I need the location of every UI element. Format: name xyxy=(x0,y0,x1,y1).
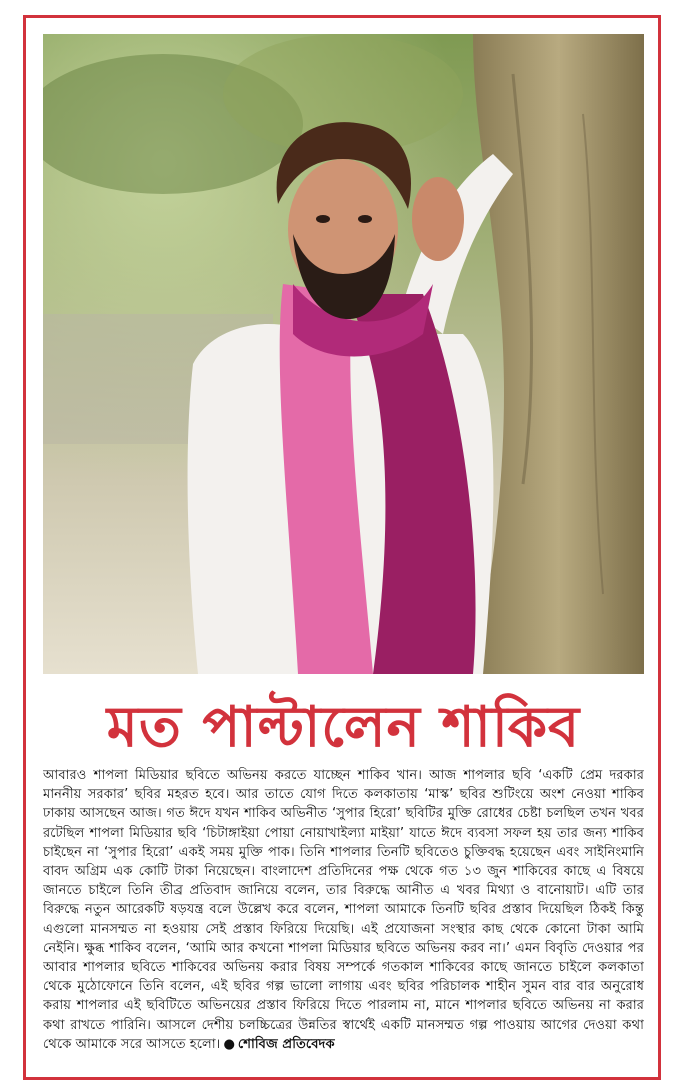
byline: শোবিজ প্রতিবেদক xyxy=(237,1036,335,1052)
headline: মত পাল্টালেন শাকিব xyxy=(106,695,581,760)
article-photo xyxy=(43,34,644,674)
bullet-icon: ● xyxy=(223,1036,235,1052)
article-body-text: আবারও শাপলা মিডিয়ার ছবিতে অভিনয় করতে যাচ্ছেন শাকিব খান। আজ শাপলার ছবি ‘একটি প্রেম দরকার মাননীয় সরকার’ ছবির মহরত হবে। আর তাতে যোগ দিতে কলকাতায় ‘মাস্ক’ ছবির শুটিংয়ে অংশ নেওয়া শাকিব ঢাকায় আসছেন আজ। গত ঈদে যখন শাকিব অভিনীত ‘সুপার হিরো’ ছবিটির মুক্তি রোধের চেষ্টা চলছিল তখন খবর রটেছিল শাপলা মিডিয়ার ছবি ‘চিটাঙ্গাইয়া পোয়া নোয়াখাইল্যা মাইয়া’ যাতে ঈদে ব্যবসা সফল হয় তার জন্য শাকিব চাইছেন না ‘সুপার হিরো’ একই সময় মুক্তি পাক। তিনি শাপলার তিনটি ছবিতেও চুক্তিবদ্ধ হয়েছেন এবং সাইনিংমানি বাবদ অগ্রিম এক কোটি টাকা নিয়েছেন। বাংলাদেশ প্রতিদিনের পক্ষ থেকে গত ১৩ জুন শাকিবের কাছে এ বিষয়ে জানতে চাইলে তিনি তীব্র প্রতিবাদ জানিয়ে বলেন, তার বিরুদ্ধে আনীত এ খবর মিথ্যা ও বানোয়াট। এটি তার বিরুদ্ধে নতুন আরেকটি ষড়যন্ত্র বলে উল্লেখ করে বলেন, শাপলা আমাকে তিনটি ছবির প্রস্তাব দিয়েছিল ঠিকই কিন্তু এগুলো মানসম্মত না হওয়ায় সেই প্রস্তাব ফিরিয়ে দিয়েছি। এই প্রযোজনা সংস্থার কাছ থেকে কোনো টাকা আমি নেইনি। ক্ষুব্ধ শাকিব বলেন, ‘আমি আর কখনো শাপলা মিডিয়ার ছবিতে অভিনয় করব না।’ এমন বিবৃতি দেওয়ার পর আবার শাপলার ছবিতে শাকিবের অভিনয় করার বিষয় সম্পর্কে গতকাল শাকিবের কাছে জানতে চাইলে কলকাতা থেকে মুঠোফোনে তিনি বলেন, এই ছবির গল্প ভালো লাগায় এবং ছবির পরিচালক শাহীন সুমন বার বার অনুরোধ করায় শাপলার এই ছবিটিতে অভিনয়ের প্রস্তাব ফিরিয়ে দিতে পারলাম না, মানে শাপলার ছবিতে অভিনয় না করার কথা রাখতে পারিনি। আসলে দেশীয় চলচ্চিত্রের উন্নতির স্বার্থেই একটি মানসম্মত গল্প পাওয়ায় আগের দেওয়া কথা থেকে আমাকে সরে আসতে হলো। xyxy=(43,768,644,1052)
article-body xyxy=(43,766,644,1074)
